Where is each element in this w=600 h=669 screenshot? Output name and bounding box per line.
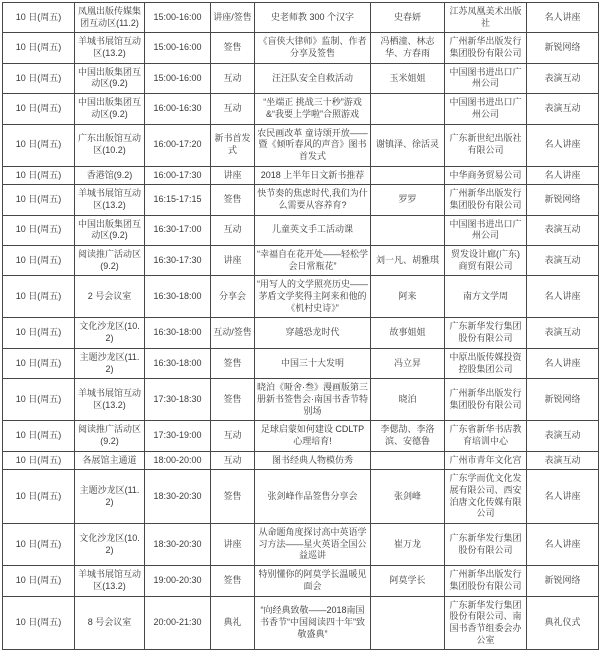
cell-category: 典礼仪式: [527, 596, 599, 650]
cell-time: 15:00-16:00: [145, 63, 211, 93]
cell-time: 16:00-17:20: [145, 124, 211, 166]
cell-guests: 玉米姐姐: [371, 63, 445, 93]
table-row: [3, 276, 599, 318]
cell-event-name: 特别懂你的阿莫学长温暖见面会: [255, 566, 371, 596]
cell-time: 16:15-17:15: [145, 185, 211, 215]
cell-guests: 冯栖潼、林志华、方春雨: [371, 33, 445, 63]
cell-event-name: 从命题角度探讨高中英语学习方法——星火英语全国公益巡讲: [255, 524, 371, 566]
cell-time: 18:30-20:30: [145, 524, 211, 566]
cell-organizer: 广东新华发行集团股份有限公司: [445, 524, 527, 566]
cell-guests: [371, 596, 445, 650]
cell-time: 16:00-17:30: [145, 166, 211, 185]
cell-organizer: 广东新华发行集团股份有限公司、南国书香节组委会办公室: [445, 596, 527, 650]
cell-time: 16:00-16:30: [145, 94, 211, 124]
cell-date: 10 日(周五): [3, 524, 75, 566]
cell-event-name: 中国三十大发明: [255, 348, 371, 378]
cell-date: 10 日(周五): [3, 166, 75, 185]
cell-category: 表演互动: [527, 246, 599, 276]
cell-venue: 羊城书展馆互动区(13.2): [75, 379, 145, 421]
cell-event-name: 穿越恐龙时代: [255, 318, 371, 348]
cell-event-type: 签售: [211, 379, 255, 421]
table-row: [3, 566, 599, 596]
cell-category: 新锐网络: [527, 566, 599, 596]
cell-organizer: 中国图书进出口广州公司: [445, 215, 527, 245]
cell-time: 17:30-18:30: [145, 379, 211, 421]
cell-category: 名人讲座: [527, 124, 599, 166]
cell-organizer: 中华商务贸易公司: [445, 166, 527, 185]
cell-organizer: 广州新华出版发行集团股份有限公司: [445, 379, 527, 421]
cell-venue: 凤凰出版传媒集团互动区(11.2): [75, 3, 145, 33]
cell-date: 10 日(周五): [3, 596, 75, 650]
cell-guests: [371, 94, 445, 124]
cell-event-type: 签售: [211, 470, 255, 524]
cell-event-type: 讲座: [211, 524, 255, 566]
cell-event-type: 讲座: [211, 166, 255, 185]
cell-event-type: 互动: [211, 215, 255, 245]
cell-organizer: 江苏凤凰美术出版社: [445, 3, 527, 33]
cell-event-type: 签售: [211, 566, 255, 596]
cell-event-type: 签售: [211, 348, 255, 378]
cell-guests: 阿莫学长: [371, 566, 445, 596]
cell-organizer: 广东新华发行集团股份有限公司: [445, 318, 527, 348]
cell-category: 新锐网络: [527, 33, 599, 63]
cell-time: 18:30-20:30: [145, 470, 211, 524]
cell-event-name: 儿童英文手工活动课: [255, 215, 371, 245]
table-row: [3, 451, 599, 470]
table-row: [3, 33, 599, 63]
cell-date: 10 日(周五): [3, 470, 75, 524]
cell-venue: 文化沙龙区(10.2): [75, 318, 145, 348]
cell-organizer: 贸发设计廊(广东)商贸有限公司: [445, 246, 527, 276]
cell-organizer: 中国图书进出口广州公司: [445, 94, 527, 124]
cell-venue: 中国出版集团互动区(9.2): [75, 215, 145, 245]
table-row: [3, 524, 599, 566]
cell-venue: 羊城书展馆互动区(13.2): [75, 33, 145, 63]
schedule-table: [2, 2, 599, 650]
cell-category: 表演互动: [527, 215, 599, 245]
table-row: [3, 246, 599, 276]
cell-time: 18:00-20:00: [145, 451, 211, 470]
cell-event-name: 农民画改革 童诗颂开放——暨《倾听春风的声音》图书首发式: [255, 124, 371, 166]
cell-date: 10 日(周五): [3, 215, 75, 245]
cell-organizer: 南方文学周: [445, 276, 527, 318]
cell-venue: 各展馆主通道: [75, 451, 145, 470]
cell-organizer: 广东学而优文化发展有限公司、西安泊唐文化传媒有限公司: [445, 470, 527, 524]
table-row: [3, 3, 599, 33]
cell-venue: 广东出版馆互动区(10.2): [75, 124, 145, 166]
cell-event-name: 汪汪队安全自救活动: [255, 63, 371, 93]
cell-category: 表演互动: [527, 63, 599, 93]
cell-category: 名人讲座: [527, 348, 599, 378]
cell-category: 新锐网络: [527, 185, 599, 215]
cell-time: 16:30-18:00: [145, 318, 211, 348]
cell-event-name: 史老师教 300 个汉字: [255, 3, 371, 33]
cell-date: 10 日(周五): [3, 63, 75, 93]
cell-venue: 2 号会议室: [75, 276, 145, 318]
cell-organizer: 广州新华出版发行集团股份有限公司: [445, 185, 527, 215]
cell-guests: 谢镇泽、徐活灵: [371, 124, 445, 166]
cell-time: 16:30-17:30: [145, 246, 211, 276]
cell-guests: 晓泊: [371, 379, 445, 421]
cell-event-name: 晓泊《哑舍·叁》漫画版第三册新书签售会·南国书香节特别场: [255, 379, 371, 421]
cell-organizer: 广州市青年文化宫: [445, 451, 527, 470]
cell-organizer: 中国图书进出口广州公司: [445, 63, 527, 93]
cell-time: 15:00-16:00: [145, 33, 211, 63]
cell-organizer: 广州新华出版发行集团股份有限公司: [445, 566, 527, 596]
cell-event-type: 签售: [211, 33, 255, 63]
cell-event-name: “坐端正 挑战三十秒”游戏&“我要上学啦”合照游戏: [255, 94, 371, 124]
cell-event-type: 典礼: [211, 596, 255, 650]
cell-venue: 主题沙龙区(11.2): [75, 348, 145, 378]
cell-category: 新锐网络: [527, 379, 599, 421]
cell-time: 16:30-18:00: [145, 348, 211, 378]
cell-date: 10 日(周五): [3, 94, 75, 124]
cell-date: 10 日(周五): [3, 33, 75, 63]
cell-event-name: 张剑峰作品签售分享会: [255, 470, 371, 524]
cell-event-name: 足球启蒙如何建设 CDLTP 心理培育!: [255, 421, 371, 451]
schedule-table-body: [3, 3, 599, 650]
cell-category: 名人讲座: [527, 470, 599, 524]
cell-guests: [371, 166, 445, 185]
cell-event-type: 互动: [211, 421, 255, 451]
cell-venue: 羊城书展馆互动区(13.2): [75, 185, 145, 215]
cell-category: 表演互动: [527, 318, 599, 348]
table-row: [3, 166, 599, 185]
cell-time: 19:00-20:30: [145, 566, 211, 596]
cell-date: 10 日(周五): [3, 566, 75, 596]
cell-event-type: 签售: [211, 185, 255, 215]
table-row: [3, 421, 599, 451]
cell-organizer: 中原出版传媒投资控股集团公司: [445, 348, 527, 378]
cell-event-name: 图书经典人物模仿秀: [255, 451, 371, 470]
cell-date: 10 日(周五): [3, 318, 75, 348]
cell-event-type: 讲座: [211, 246, 255, 276]
cell-time: 15:00-16:00: [145, 3, 211, 33]
cell-event-type: 讲座/签售: [211, 3, 255, 33]
cell-event-type: 互动/签售: [211, 318, 255, 348]
cell-guests: 罗罗: [371, 185, 445, 215]
cell-date: 10 日(周五): [3, 185, 75, 215]
table-row: [3, 470, 599, 524]
cell-date: 10 日(周五): [3, 348, 75, 378]
cell-guests: 刘一凡、胡雅琪: [371, 246, 445, 276]
table-row: [3, 94, 599, 124]
cell-event-name: 快节奏的焦虑时代,我们为什么需要从容养育?: [255, 185, 371, 215]
cell-date: 10 日(周五): [3, 124, 75, 166]
cell-guests: 故事姐姐: [371, 318, 445, 348]
cell-venue: 阅读推广活动区(9.2): [75, 246, 145, 276]
cell-category: 名人讲座: [527, 166, 599, 185]
cell-time: 16:30-18:00: [145, 276, 211, 318]
cell-guests: 史春妍: [371, 3, 445, 33]
cell-guests: 张剑峰: [371, 470, 445, 524]
cell-category: 表演互动: [527, 451, 599, 470]
cell-event-name: 2018 上半年日文新书推荐: [255, 166, 371, 185]
cell-date: 10 日(周五): [3, 421, 75, 451]
cell-venue: 香港馆(9.2): [75, 166, 145, 185]
cell-category: 名人讲座: [527, 524, 599, 566]
cell-venue: 文化沙龙区(10.2): [75, 524, 145, 566]
table-row: [3, 63, 599, 93]
cell-guests: [371, 451, 445, 470]
cell-time: 20:00-21:30: [145, 596, 211, 650]
table-row: [3, 215, 599, 245]
cell-date: 10 日(周五): [3, 276, 75, 318]
cell-time: 17:30-19:00: [145, 421, 211, 451]
table-row: [3, 596, 599, 650]
cell-venue: 中国出版集团互动区(9.2): [75, 63, 145, 93]
cell-guests: 冯立昇: [371, 348, 445, 378]
cell-event-name: 《盲侠大律师》监制、作者分享及签售: [255, 33, 371, 63]
cell-time: 16:30-17:00: [145, 215, 211, 245]
cell-event-type: 互动: [211, 63, 255, 93]
cell-venue: 主题沙龙区(11.2): [75, 470, 145, 524]
cell-organizer: 广东新世纪出版社有限公司: [445, 124, 527, 166]
cell-event-name: “向经典致敬——2018南国书香节“中国阅读四十年”致敬盛典”: [255, 596, 371, 650]
cell-guests: 崔万龙: [371, 524, 445, 566]
cell-event-name: “用写人的文学照亮历史——茅盾文学奖得主阿来和他的《机村史诗》”: [255, 276, 371, 318]
cell-event-type: 互动: [211, 94, 255, 124]
cell-organizer: 广州新华出版发行集团股份有限公司: [445, 33, 527, 63]
cell-category: 名人讲座: [527, 3, 599, 33]
cell-date: 10 日(周五): [3, 246, 75, 276]
table-row: [3, 185, 599, 215]
cell-organizer: 广东省新华书店教育培训中心: [445, 421, 527, 451]
table-row: [3, 379, 599, 421]
cell-date: 10 日(周五): [3, 3, 75, 33]
cell-venue: 羊城书展馆互动区(13.2): [75, 566, 145, 596]
cell-venue: 中国出版集团互动区(9.2): [75, 94, 145, 124]
table-row: [3, 124, 599, 166]
cell-category: 名人讲座: [527, 276, 599, 318]
cell-category: 表演互动: [527, 94, 599, 124]
cell-event-type: 分享会: [211, 276, 255, 318]
cell-date: 10 日(周五): [3, 379, 75, 421]
cell-event-type: 新书首发式: [211, 124, 255, 166]
cell-guests: 李偲劼、李洛滨、安德鲁: [371, 421, 445, 451]
cell-date: 10 日(周五): [3, 451, 75, 470]
cell-guests: [371, 215, 445, 245]
cell-event-name: “幸福自在花开处——轻松学会日常瓶花”: [255, 246, 371, 276]
cell-category: 表演互动: [527, 421, 599, 451]
cell-venue: 阅读推广活动区(9.2): [75, 421, 145, 451]
table-row: [3, 318, 599, 348]
cell-venue: 8 号会议室: [75, 596, 145, 650]
cell-event-type: 互动: [211, 451, 255, 470]
cell-guests: 阿来: [371, 276, 445, 318]
table-row: [3, 348, 599, 378]
